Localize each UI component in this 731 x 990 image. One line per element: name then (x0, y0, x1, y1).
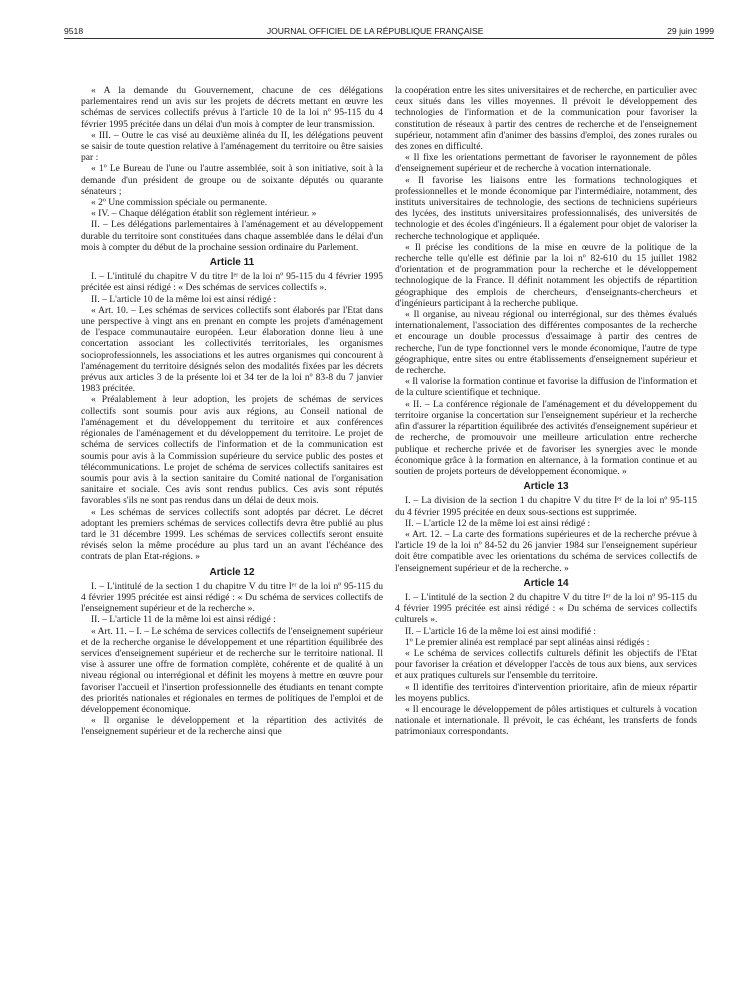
paragraph: « Il identifie des territoires d'intervention prioritaire, afin de mieux répartir les moyens publics. (395, 681, 697, 704)
paragraph: « A la demande du Gouvernement, chacune de ces délégations parlementaires rend un avis sur les projets de décrets mettant en œuvre les schémas de services collectifs prévus à l'article 10 de la loi nº 95-115 du 4 février 1995 précitée dans un délai d'un mois à compter de leur transmission. (81, 85, 383, 130)
publication-date: 29 juin 1999 (667, 26, 714, 36)
paragraph: « Il favorise les liaisons entre les formations technologiques et professionnelles et le monde économique par l'intermédiaire, notamment, des instituts universitaires de technologie, des sections de techniciens supérieurs des lycées, des instituts universitaires professionnalisés, des universités de technologie et des écoles d'ingénieurs. Il a également pour objet de valoriser la recherche technologique et appliquée. (395, 174, 697, 242)
article-heading: Article 14 (523, 577, 569, 589)
paragraph: II. – L'article 10 de la même loi est ainsi rédigé : (91, 293, 277, 305)
paragraph: « Le schéma de services collectifs culturels définit les objectifs de l'Etat pour favoriser la création et développer l'accès de tous aux biens, aux services et aux pratiques culturels sur l'ensemble du territoire. (395, 647, 697, 682)
paragraph: « Les schémas de services collectifs sont adoptés par décret. Le décret adoptant les premiers schémas de services collectifs devra être publié au plus tard le 31 décembre 1999. Les schémas de services collectifs seront ensuite révisés selon la même procédure au plus tard un an avant l'échéance des contrats de plan Etat-régions. » (81, 506, 383, 563)
paragraph: I. – L'intitulé du chapitre V du titre Iᵉʳ de la loi nº 95-115 du 4 février 1995 précitée est ainsi rédigé : « Des schémas de services collectifs ». (81, 271, 383, 294)
paragraph: « Il précise les conditions de la mise en œuvre de la politique de la recherche telle qu'elle est définie par la loi nº 82-610 du 15 juillet 1982 d'orientation et de programmation pour la recherche et le développement technologique de la France. Il définit notamment les objectifs de répartition géographique des emplois de chercheurs, d'enseignants-chercheurs et d'ingénieurs participant à la recherche publique. (395, 241, 697, 309)
article-heading: Article 13 (523, 481, 569, 493)
paragraph: I. – L'intitulé de la section 2 du chapitre V du titre Iᵉʳ de la loi nº 95-115 du 4 février 1995 précitée est ainsi rédigé : « Du schéma de services collectifs culturels ». (395, 591, 697, 626)
article-heading: Article 12 (209, 566, 255, 578)
paragraph: « Il organise le développement et la répartition des activités de l'enseignement supérieur et de la recherche ainsi que (81, 715, 383, 738)
paragraph: « Art. 10. – Les schémas de services collectifs sont élaborés par l'Etat dans une perspective à vingt ans en prenant en compte les projets d'aménagement de l'espace communautaire européen. Leur élaboration donne lieu à une concertation associant les collectivités territoriales, les organismes socioprofessionnels, les associations et les autres organismes qui concourent à l'aménagement du territoire désignés selon des modalités fixées par les décrets prévus aux articles 3 de la présente loi et 34 ter de la loi nº 83-8 du 7 janvier 1983 précitée. (81, 304, 383, 395)
paragraph: « Art. 11. – I. – Le schéma de services collectifs de l'enseignement supérieur et de la recherche organise le développement et une répartition équilibrée des services d'enseignement supérieur et de recherche sur le territoire national. Il vise à assurer une offre de formation complète, cohérente et de qualité à un niveau régional ou interrégional et définit les moyens à mettre en œuvre pour favoriser l'accueil et l'insertion professionnelle des étudiants en tenant compte des priorités nationales et régionales en termes de politiques de l'emploi et de développement économique. (81, 625, 383, 715)
journal-title: JOURNAL OFFICIEL DE LA RÉPUBLIQUE FRANÇAISE (266, 26, 484, 36)
paragraph: « Il encourage le développement de pôles artistiques et culturels à vocation nationale et internationale. Il prévoit, le cas échéant, les transferts de fonds patrimoniaux correspondants. (395, 703, 697, 738)
paragraph: « IV. – Chaque délégation établit son règlement intérieur. » (91, 208, 317, 220)
paragraph: 1º Le premier alinéa est remplacé par sept alinéas ainsi rédigés : (405, 636, 650, 648)
text-columns (64, 85, 714, 738)
article-heading: Article 11 (209, 257, 255, 269)
paragraph: « III. – Outre le cas visé au deuxième alinéa du II, les délégations peuvent se saisir de toute question relative à l'aménagement du territoire ou être saisies par : (81, 129, 383, 164)
paragraph: I. – La division de la section 1 du chapitre V du titre Iᵉʳ de la loi nº 95-115 du 4 février 1995 précitée en deux sous-sections est supprimée. (395, 495, 697, 518)
paragraph: « Il valorise la formation continue et favorise la diffusion de l'information et de la culture scientifique et technique. (395, 376, 697, 399)
paragraph: « Il fixe les orientations permettant de favoriser le rayonnement de pôles d'enseignement supérieur et de recherche à vocation internationale. (395, 152, 697, 175)
right-column (395, 85, 697, 738)
paragraph: I. – L'intitulé de la section 1 du chapitre V du titre Iᵉʳ de la loi nº 95-115 du 4 février 1995 précitée est ainsi rédigé : « Du schéma de services collectifs de l'enseignement supérieur et de la recherche ». (81, 580, 383, 615)
paragraph: « 1º Le Bureau de l'une ou l'autre assemblée, soit à son initiative, soit à la demande d'un président de groupe ou de soixante députés ou quarante sénateurs ; (81, 163, 383, 197)
paragraph: « 2º Une commission spéciale ou permanente. (91, 197, 268, 209)
paragraph: II. – L'article 12 de la même loi est ainsi rédigé : (405, 517, 591, 529)
page-header (64, 26, 714, 39)
left-column (81, 85, 383, 738)
page-number: 9518 (64, 26, 84, 36)
paragraph: « Il organise, au niveau régional ou interrégional, sur des thèmes évalués internationalement, l'association des différentes composantes de la recherche et encourage un double processus d'essaimage à partir des centres de recherche, l'un de type fonctionnel vers le monde économique, l'autre de type géographique, entre sites ou entre établissements d'enseignement supérieur et de recherche. (395, 309, 697, 377)
paragraph: la coopération entre les sites universitaires et de recherche, en particulier avec ceux situés dans les villes moyennes. Il prévoit le développement des technologies de l'information et de la communication pour favoriser la constitution de réseaux à partir des centres de recherche et de l'enseignement supérieur, notamment afin d'animer des bassins d'emploi, des zones rurales ou des zones en difficulté. (395, 85, 697, 153)
paragraph: II. – L'article 16 de la même loi est ainsi modifié : (405, 625, 597, 637)
paragraph: « II. – La conférence régionale de l'aménagement et du développement du territoire organise la concertation sur l'enseignement supérieur et la recherche afin d'assurer la répartition équilibrée des activités d'enseignement supérieur et de recherche, de promouvoir une meilleure articulation entre recherche publique et recherche privée et de favoriser les synergies avec le monde économique grâce à la formation en alternance, à la formation continue et au soutien de projets porteurs de développement économique. » (395, 398, 697, 477)
paragraph: II. – Les délégations parlementaires à l'aménagement et au développement durable du territoire sont constituées dans chaque assemblée dans le délai d'un mois à compter du début de la prochaine session ordinaire du Parlement. (81, 219, 383, 253)
paragraph: II. – L'article 11 de la même loi est ainsi rédigé : (91, 614, 276, 626)
paragraph: « Art. 12. – La carte des formations supérieures et de la recherche prévue à l'article 19 de la loi nº 84-52 du 26 janvier 1984 sur l'enseignement supérieur doit être compatible avec les orientations du schéma de services collectifs de l'enseignement supérieur et de la recherche. » (395, 528, 697, 574)
paragraph: « Préalablement à leur adoption, les projets de schémas de services collectifs sont soumis pour avis aux régions, au Conseil national de l'aménagement et du développement du territoire et aux conférences régionales de l'aménagement et du développement du territoire. Le projet de schéma de services collectifs de l'information et de la communication est soumis pour avis à la Commission supérieure du service public des postes et télécommunications. Le projet de schéma de services collectifs sanitaires est soumis pour avis à la section sanitaire du Comité national de l'organisation sanitaire et sociale. Ces avis sont rendus publics. Ces avis sont réputés favorables s'ils ne sont pas rendus dans un délai de deux mois. (81, 394, 383, 507)
